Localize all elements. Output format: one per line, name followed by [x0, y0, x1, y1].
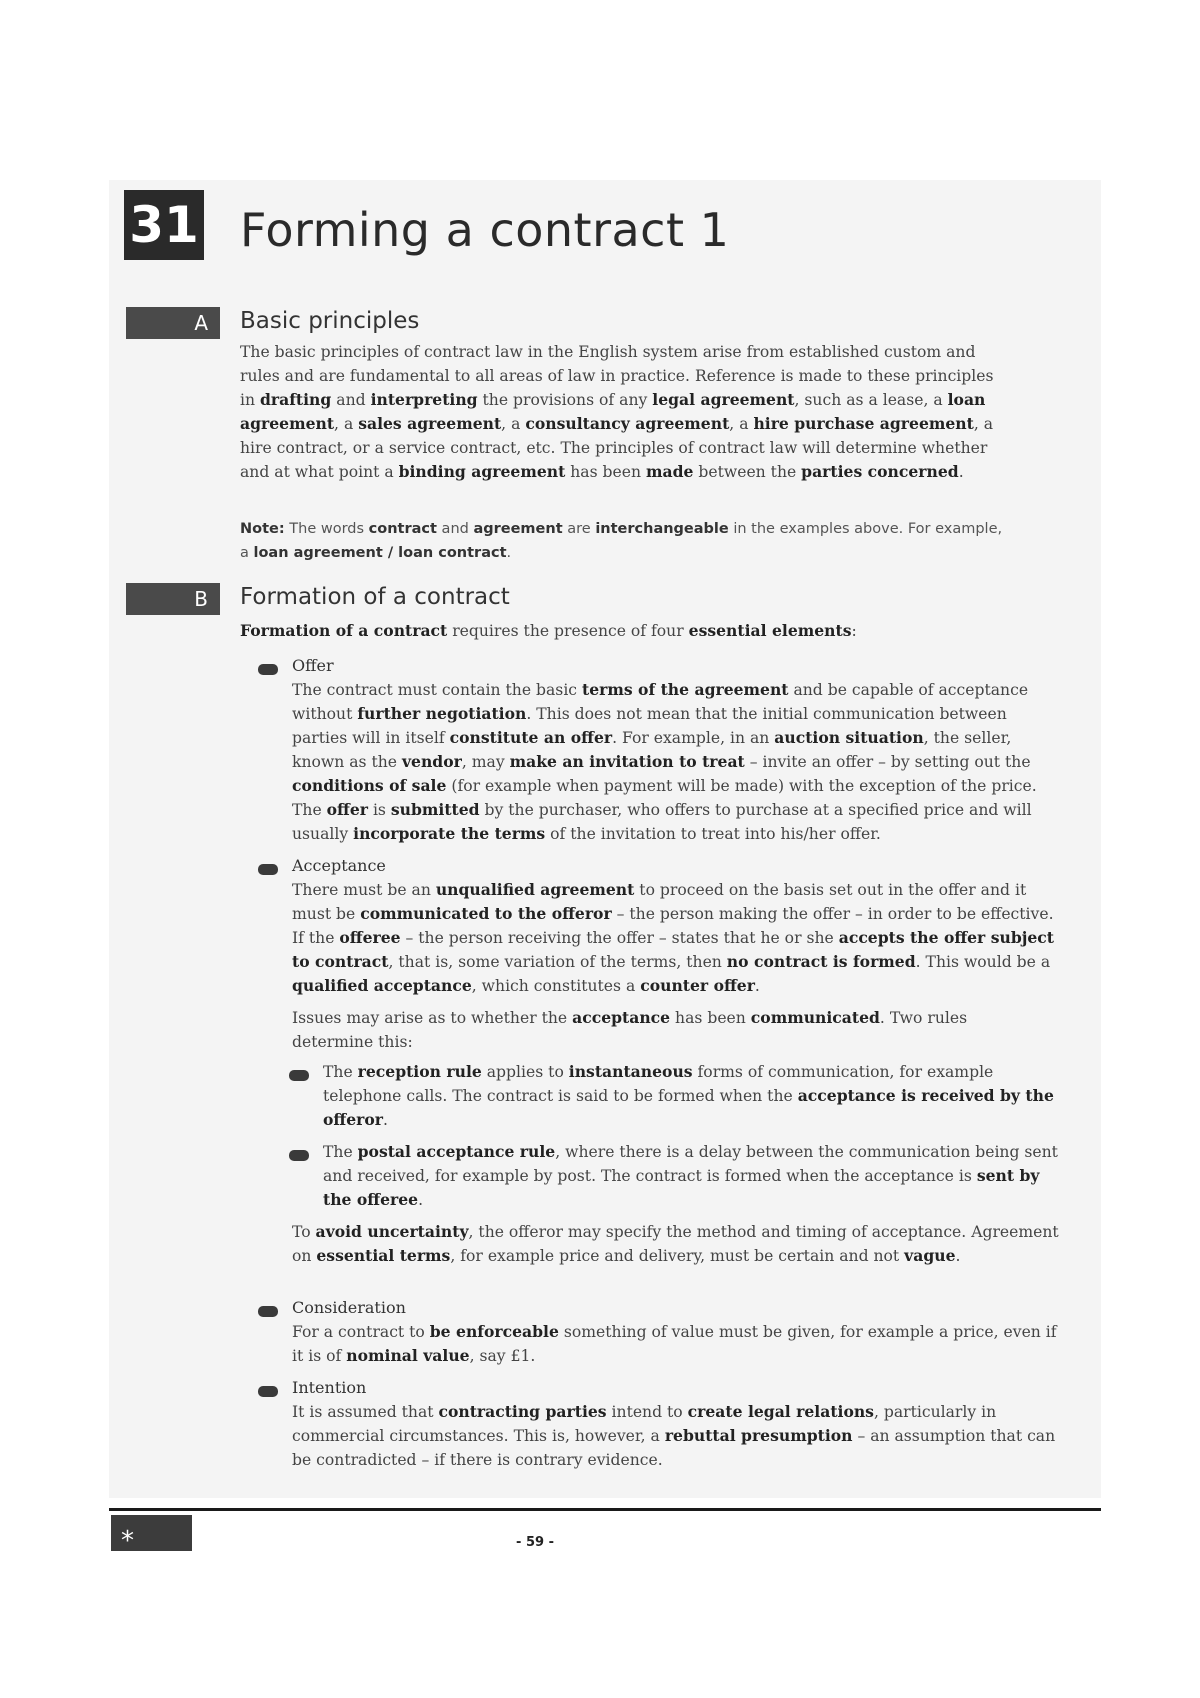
section-a-paragraph: The basic principles of contract law in the English system arise from established custom and rules and are fundamental to all areas of law in practice. Reference is made to these principles in drafting and interpreting the provisions of any legal agreement, such as a lease, a loan agreement, a sales agreement, a consultancy agreement, a hire purchase agreement, a hire contract, or a service contract, etc. The principles of contract law will determine whether and at what point a binding agreement has been made between the parties concerned.	[240, 343, 994, 481]
bullet-acceptance-icon	[258, 864, 278, 875]
postal-rule-text: The postal acceptance rule, where there is a delay between the communication being sent and received, for example by post. The contract is formed when the acceptance is sent by the offeree.	[323, 1142, 1058, 1209]
intention-text: It is assumed that contracting parties intend to create legal relations, particularly in commercial circumstances. This is, however, a rebuttal presumption – an assumption that can be contradicted – if there is contrary evidence.	[292, 1402, 1056, 1469]
bullet-reception-rule-icon	[289, 1070, 309, 1081]
acceptance-text: There must be an unqualified agreement to proceed on the basis set out in the offer and it must be communicated to the offeror – the person making the offer – in order to be effective. If the offeree – the person receiving the offer – states that he or she accepts the offer subject to contract, that is, some variation of the terms, then no contract is formed. This would be a qualified acceptance, which constitutes a counter offer.	[292, 880, 1054, 995]
intention-label: Intention	[292, 1378, 367, 1397]
consideration-text: For a contract to be enforceable something of value must be given, for example a price, even if it is of nominal value, say £1.	[292, 1322, 1057, 1365]
section-b-intro: Formation of a contract requires the presence of four essential elements:	[240, 621, 857, 640]
acceptance-issues: Issues may arise as to whether the acceptance has been communicated. Two rules determine this:	[292, 1008, 968, 1051]
section-a-note: Note: The words contract and agreement are interchangeable in the examples above. For example, a loan agreement / loan contract.	[240, 521, 1003, 561]
footer-rule	[109, 1508, 1101, 1511]
bullet-consideration-icon	[258, 1306, 278, 1317]
section-b-tab: B	[126, 583, 220, 615]
bullet-intention-icon	[258, 1386, 278, 1397]
offer-text: The contract must contain the basic terms of the agreement and be capable of acceptance without further negotiation. This does not mean that the initial communication between parties will in itself constitute an offer. For example, in an auction situation, the seller, known as the vendor, may make an invitation to treat – invite an offer – by setting out the conditions of sale (for example when payment will be made) with the exception of the price. The offer is submitted by the purchaser, who offers to purchase at a specified price and will usually incorporate the terms of the invitation to treat into his/her offer.	[292, 680, 1037, 843]
reception-rule-text: The reception rule applies to instantaneous forms of communication, for example telephone calls. The contract is said to be formed when the acceptance is received by the offeror.	[323, 1062, 1054, 1129]
unit-number-badge: 31	[124, 190, 204, 260]
offer-label: Offer	[292, 656, 334, 675]
section-b-heading: Formation of a contract	[240, 584, 510, 610]
consideration-label: Consideration	[292, 1298, 406, 1317]
footer-logo	[111, 1515, 192, 1551]
unit-title: Forming a contract 1	[240, 203, 730, 257]
section-a-heading: Basic principles	[240, 308, 420, 334]
bullet-offer-icon	[258, 664, 278, 675]
acceptance-label: Acceptance	[292, 856, 386, 875]
bullet-postal-rule-icon	[289, 1150, 309, 1161]
asterisk-icon: ⁎	[121, 1518, 134, 1548]
section-a-tab: A	[126, 307, 220, 339]
page-number: - 59 -	[516, 1535, 554, 1550]
acceptance-closing: To avoid uncertainty, the offeror may specify the method and timing of acceptance. Agreement on essential terms, for example price and delivery, must be certain and not vague.	[292, 1222, 1059, 1265]
